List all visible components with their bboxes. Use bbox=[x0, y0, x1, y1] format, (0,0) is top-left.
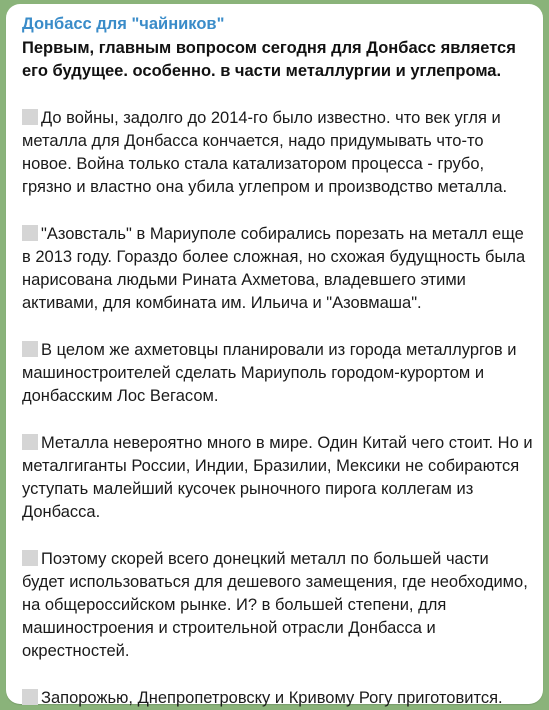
paragraph-text: До войны, задолго до 2014-го было известно. что век угля и металла для Донбасса кончается, надо придумывать что-то новое. Война только стала катализатором процесса - грубо, грязно и властно она убила углепром и производство металла. bbox=[22, 109, 508, 196]
message-paragraph bbox=[22, 107, 533, 199]
message-paragraph bbox=[22, 687, 533, 710]
white-square-icon bbox=[22, 109, 38, 125]
message-paragraph bbox=[22, 339, 533, 408]
paragraph-text: Запорожью, Днепропетровску и Кривому Рогу приготовится. bbox=[41, 689, 503, 707]
message-heading: Первым, главным вопросом сегодня для Донбасс является его будущее. особенно. в части металлургии и углепрома. bbox=[22, 39, 516, 80]
message-bubble bbox=[6, 4, 543, 707]
paragraph-text: В целом же ахметовцы планировали из города металлургов и машиностроителей сделать Мариуполь городом-курортом и донбасским Лос Вегасом. bbox=[22, 341, 517, 405]
channel-name-link[interactable]: Донбасс для "чайников" bbox=[22, 15, 225, 33]
message-paragraph bbox=[22, 548, 533, 663]
paragraph-text: Металла невероятно много в мире. Один Китай чего стоит. Но и металгиганты России, Индии, Бразилии, Мексики не собираются уступать малейший кусочек рыночного пирога коллегам из Донбасса. bbox=[22, 434, 533, 521]
paragraph-text: Поэтому скорей всего донецкий металл по большей части будет использоваться для дешевого замещения, где необходимо, на общероссийском рынке. И? в большей степени, для машиностроения и строительной отрасли Донбасса и окрестностей. bbox=[22, 550, 528, 660]
white-square-icon bbox=[22, 434, 38, 450]
white-square-icon bbox=[22, 225, 38, 241]
white-square-icon bbox=[22, 689, 38, 705]
message-paragraph bbox=[22, 223, 533, 315]
message-paragraph bbox=[22, 432, 533, 524]
white-square-icon bbox=[22, 341, 38, 357]
white-square-icon bbox=[22, 550, 38, 566]
paragraph-text: "Азовсталь" в Мариуполе собирались порезать на металл еще в 2013 году. Гораздо более сложная, но схожая будущность была нарисована людьми Рината Ахметова, владевшего этими активами, для комбината им. Ильича и "Азовмаша". bbox=[22, 225, 526, 312]
